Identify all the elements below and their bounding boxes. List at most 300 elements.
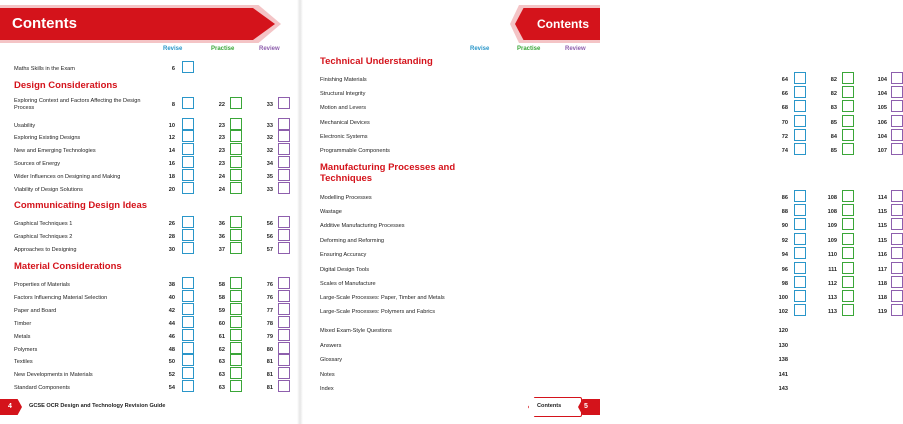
toc-entry-label: Graphical Techniques 2 <box>14 234 73 240</box>
toc-entry <box>14 280 299 294</box>
page-ref-revise: 100 <box>778 295 788 301</box>
page-ref-review: 114 <box>877 195 887 201</box>
review-checkbox[interactable] <box>278 118 290 130</box>
toc-entry <box>14 319 299 333</box>
toc-entry-label: Exploring Existing Designs <box>14 135 81 141</box>
page-ref-practise: 113 <box>827 295 837 301</box>
page-ref-revise: 48 <box>168 347 175 353</box>
page-ref-review: 34 <box>266 161 273 167</box>
page-ref-revise: 16 <box>168 161 175 167</box>
toc-entry <box>320 132 887 146</box>
toc-entry <box>320 384 788 398</box>
page-ref-review: 57 <box>266 247 273 253</box>
practise-checkbox[interactable] <box>842 262 854 274</box>
page-ref-practise: 36 <box>218 221 225 227</box>
page-ref-review: 106 <box>877 120 887 126</box>
page-ref-revise: 88 <box>781 209 788 215</box>
toc-entry <box>320 293 887 307</box>
toc-entry <box>320 326 788 340</box>
review-checkbox[interactable] <box>278 143 290 155</box>
page-ref-revise: 92 <box>781 238 788 244</box>
review-checkbox[interactable] <box>891 276 903 288</box>
page-ref-review: 33 <box>266 187 273 193</box>
practise-checkbox[interactable] <box>230 277 242 289</box>
toc-entry <box>320 221 887 235</box>
toc-entry-label: Sources of Energy <box>14 161 61 167</box>
toc-entry-label: Paper and Board <box>14 308 57 314</box>
page-ref-page: 141 <box>778 372 788 378</box>
review-checkbox[interactable] <box>891 204 903 216</box>
revise-checkbox[interactable] <box>182 61 194 73</box>
page-ref-revise: 38 <box>168 282 175 288</box>
page-ref-review: 115 <box>877 238 887 244</box>
toc-entry-label: Electronic Systems <box>320 134 368 140</box>
left-col-practise: Practise <box>211 46 235 52</box>
toc-entry-label: Factors Influencing Material Selection <box>14 295 108 301</box>
practise-checkbox[interactable] <box>230 182 242 194</box>
section-title: Communicating Design Ideas <box>14 200 148 211</box>
revise-checkbox[interactable] <box>182 290 194 302</box>
revise-checkbox[interactable] <box>182 182 194 194</box>
review-checkbox[interactable] <box>278 156 290 168</box>
practise-checkbox[interactable] <box>230 367 242 379</box>
page-ref-review: 104 <box>877 134 887 140</box>
toc-entry-label: Approaches to Designing <box>14 247 77 253</box>
revise-checkbox[interactable] <box>182 118 194 130</box>
page-ref-practise: 24 <box>218 187 225 193</box>
review-checkbox[interactable] <box>891 86 903 98</box>
page-ref-practise: 59 <box>218 308 225 314</box>
page-ref-practise: 23 <box>218 123 225 129</box>
toc-entry-label: Glossary <box>320 357 343 363</box>
review-checkbox[interactable] <box>278 342 290 354</box>
toc-entry <box>14 146 299 160</box>
page-ref-review: 76 <box>266 295 273 301</box>
review-checkbox[interactable] <box>278 242 290 254</box>
toc-entry <box>320 207 887 221</box>
page-ref-practise: 36 <box>218 234 225 240</box>
page-ref-page: 143 <box>778 386 788 392</box>
page-ref-revise: 72 <box>781 134 788 140</box>
toc-entry <box>14 332 299 346</box>
page-ref-practise: 112 <box>827 281 837 287</box>
revise-checkbox[interactable] <box>794 218 806 230</box>
practise-checkbox[interactable] <box>230 169 242 181</box>
revise-checkbox[interactable] <box>182 143 194 155</box>
practise-checkbox[interactable] <box>842 100 854 112</box>
page-ref-practise: 82 <box>830 91 837 97</box>
practise-checkbox[interactable] <box>842 233 854 245</box>
right-page-title: Contents <box>537 17 589 31</box>
revise-checkbox[interactable] <box>794 115 806 127</box>
page-ref-review: 105 <box>877 105 887 111</box>
page-ref-review: 115 <box>877 209 887 215</box>
page-ref-practise: 111 <box>828 267 837 273</box>
toc-entry <box>14 133 299 147</box>
revise-checkbox[interactable] <box>794 72 806 84</box>
practise-checkbox[interactable] <box>230 216 242 228</box>
right-col-revise: Revise <box>470 46 490 52</box>
practise-checkbox[interactable] <box>230 130 242 142</box>
page-ref-practise: 37 <box>218 247 225 253</box>
toc-entry-label: Metals <box>14 334 31 340</box>
page-ref-revise: 40 <box>168 295 175 301</box>
page-ref-revise: 102 <box>778 309 788 315</box>
page-ref-review: 81 <box>266 359 273 365</box>
toc-entry <box>14 172 299 186</box>
page-ref-review: 117 <box>877 267 887 273</box>
page-ref-revise: 94 <box>781 252 788 258</box>
page-ref-practise: 23 <box>218 161 225 167</box>
practise-checkbox[interactable] <box>842 276 854 288</box>
page-ref-revise: 96 <box>781 267 788 273</box>
revise-checkbox[interactable] <box>794 304 806 316</box>
practise-checkbox[interactable] <box>842 86 854 98</box>
page-ref-review: 81 <box>266 372 273 378</box>
page-ref-review: 56 <box>266 234 273 240</box>
practise-checkbox[interactable] <box>230 290 242 302</box>
page-ref-revise: 74 <box>781 148 788 154</box>
toc-entry-label: Mechanical Devices <box>320 120 370 126</box>
page-ref-practise: 113 <box>827 309 837 315</box>
toc-entry <box>14 293 299 307</box>
page-ref-revise: 8 <box>171 102 175 108</box>
page-ref-review: 80 <box>266 347 273 353</box>
review-checkbox[interactable] <box>278 182 290 194</box>
review-checkbox[interactable] <box>278 316 290 328</box>
page-ref-review: 32 <box>266 135 273 141</box>
toc-entry <box>320 89 887 103</box>
revise-checkbox[interactable] <box>794 129 806 141</box>
toc-entry <box>320 307 887 321</box>
revise-checkbox[interactable] <box>182 97 194 109</box>
toc-entry-label: Programmable Components <box>320 148 390 154</box>
page-ref-revise: 86 <box>781 195 788 201</box>
section-title: Design Considerations <box>14 80 118 91</box>
revise-checkbox[interactable] <box>182 216 194 228</box>
review-checkbox[interactable] <box>891 304 903 316</box>
page-ref-practise: 58 <box>218 295 225 301</box>
toc-entry-label: Answers <box>320 343 342 349</box>
review-checkbox[interactable] <box>891 143 903 155</box>
page-ref-review: 79 <box>266 334 273 340</box>
page-ref-practise: 63 <box>218 359 225 365</box>
review-checkbox[interactable] <box>278 290 290 302</box>
right-page-number: 5 <box>584 403 588 410</box>
review-checkbox[interactable] <box>278 367 290 379</box>
page-ref-practise: 85 <box>830 148 837 154</box>
section-title: Manufacturing Processes and Techniques <box>320 162 456 184</box>
practise-checkbox[interactable] <box>230 118 242 130</box>
toc-entry <box>14 159 299 173</box>
practise-checkbox[interactable] <box>230 242 242 254</box>
page-ref-revise: 52 <box>168 372 175 378</box>
left-page-title: Contents <box>12 15 77 32</box>
revise-checkbox[interactable] <box>182 329 194 341</box>
revise-checkbox[interactable] <box>794 143 806 155</box>
toc-entry <box>320 370 788 384</box>
revise-checkbox[interactable] <box>794 190 806 202</box>
practise-checkbox[interactable] <box>842 204 854 216</box>
toc-entry <box>320 341 788 355</box>
page-ref-revise: 70 <box>781 120 788 126</box>
toc-entry-label: Ensuring Accuracy <box>320 252 367 258</box>
toc-entry <box>14 383 299 397</box>
revise-checkbox[interactable] <box>794 262 806 274</box>
toc-entry-label: Large-Scale Processes: Paper, Timber and Metals <box>320 295 445 301</box>
revise-checkbox[interactable] <box>182 380 194 392</box>
right-col-review: Review <box>565 46 586 52</box>
review-checkbox[interactable] <box>278 169 290 181</box>
page-ref-revise: 46 <box>168 334 175 340</box>
page-ref-revise: 12 <box>168 135 175 141</box>
practise-checkbox[interactable] <box>230 380 242 392</box>
practise-checkbox[interactable] <box>230 229 242 241</box>
toc-entry <box>14 245 299 259</box>
review-checkbox[interactable] <box>891 247 903 259</box>
revise-checkbox[interactable] <box>182 342 194 354</box>
page-ref-practise: 22 <box>218 102 225 108</box>
review-checkbox[interactable] <box>278 329 290 341</box>
page-ref-practise: 109 <box>827 238 837 244</box>
left-col-revise: Revise <box>163 46 183 52</box>
page-ref-practise: 23 <box>218 135 225 141</box>
toc-entry-label: Notes <box>320 372 335 378</box>
revise-checkbox[interactable] <box>182 169 194 181</box>
revise-checkbox[interactable] <box>182 367 194 379</box>
practise-checkbox[interactable] <box>842 190 854 202</box>
toc-entry-label: Standard Components <box>14 385 70 391</box>
toc-entry-label: Motion and Levers <box>320 105 367 111</box>
toc-entry <box>14 370 299 384</box>
toc-entry-label: Digital Design Tools <box>320 267 370 273</box>
page-ref-review: 56 <box>266 221 273 227</box>
page-ref-practise: 82 <box>830 77 837 83</box>
review-checkbox[interactable] <box>891 262 903 274</box>
toc-entry-label: Maths Skills in the Exam <box>14 66 75 72</box>
page-ref-practise: 24 <box>218 174 225 180</box>
revise-checkbox[interactable] <box>794 86 806 98</box>
page-ref-review: 33 <box>266 123 273 129</box>
toc-entry-label: Deforming and Reforming <box>320 238 385 244</box>
review-checkbox[interactable] <box>278 354 290 366</box>
page-ref-revise: 26 <box>168 221 175 227</box>
toc-entry-label: Timber <box>14 321 32 327</box>
revise-checkbox[interactable] <box>182 130 194 142</box>
toc-entry-label: Usability <box>14 123 36 129</box>
toc-entry <box>320 236 887 250</box>
right-footer-tab <box>578 399 600 415</box>
toc-entry-label: Mixed Exam-Style Questions <box>320 328 392 334</box>
page-ref-revise: 98 <box>781 281 788 287</box>
page-ref-revise: 68 <box>781 105 788 111</box>
page-ref-review: 76 <box>266 282 273 288</box>
revise-checkbox[interactable] <box>794 276 806 288</box>
left-footer-title: GCSE OCR Design and Technology Revision Guide <box>29 403 166 409</box>
page-ref-practise: 108 <box>827 195 837 201</box>
review-checkbox[interactable] <box>891 190 903 202</box>
page-ref-revise: 42 <box>168 308 175 314</box>
practise-checkbox[interactable] <box>842 304 854 316</box>
right-col-practise: Practise <box>517 46 541 52</box>
toc-entry-label: Exploring Context and Factors Affecting the Design Process <box>14 98 141 111</box>
toc-entry-label: Viability of Design Solutions <box>14 187 83 193</box>
practise-checkbox[interactable] <box>230 342 242 354</box>
page-ref-practise: 83 <box>830 105 837 111</box>
review-checkbox[interactable] <box>278 277 290 289</box>
toc-entry <box>14 232 299 246</box>
revise-checkbox[interactable] <box>794 233 806 245</box>
toc-entry-label: Textiles <box>14 359 33 365</box>
toc-entry <box>320 193 887 207</box>
review-checkbox[interactable] <box>278 380 290 392</box>
page-ref-revise: 54 <box>168 385 175 391</box>
revise-checkbox[interactable] <box>182 303 194 315</box>
page-ref-revise: 10 <box>168 123 175 129</box>
revise-checkbox[interactable] <box>794 100 806 112</box>
toc-entry-label: Modelling Processes <box>320 195 372 201</box>
toc-entry-label: Large-Scale Processes: Polymers and Fabrics <box>320 309 436 315</box>
page-ref-revise: 14 <box>168 148 175 154</box>
practise-checkbox[interactable] <box>230 316 242 328</box>
review-checkbox[interactable] <box>891 218 903 230</box>
toc-entry <box>14 100 299 114</box>
review-checkbox[interactable] <box>891 100 903 112</box>
practise-checkbox[interactable] <box>842 129 854 141</box>
review-checkbox[interactable] <box>891 115 903 127</box>
page-ref-page: 138 <box>778 357 788 363</box>
page-ref-review: 32 <box>266 148 273 154</box>
review-checkbox[interactable] <box>278 229 290 241</box>
practise-checkbox[interactable] <box>842 72 854 84</box>
toc-entry <box>320 250 887 264</box>
revise-checkbox[interactable] <box>182 316 194 328</box>
toc-entry-label: Properties of Materials <box>14 282 70 288</box>
section-title: Material Considerations <box>14 261 122 272</box>
toc-entry <box>320 103 887 117</box>
page-ref-review: 78 <box>266 321 273 327</box>
revise-checkbox[interactable] <box>794 247 806 259</box>
page-ref-practise: 58 <box>218 282 225 288</box>
page-ref-revise: 90 <box>781 223 788 229</box>
page-ref-review: 118 <box>877 281 887 287</box>
left-page-number: 4 <box>8 403 12 410</box>
toc-entry <box>14 219 299 233</box>
page-ref-practise: 85 <box>830 120 837 126</box>
toc-entry-label: Additive Manufacturing Processes <box>320 223 405 229</box>
revise-checkbox[interactable] <box>794 290 806 302</box>
review-checkbox[interactable] <box>891 72 903 84</box>
practise-checkbox[interactable] <box>230 156 242 168</box>
page-ref-review: 119 <box>877 309 887 315</box>
practise-checkbox[interactable] <box>230 354 242 366</box>
page-ref-revise: 18 <box>168 174 175 180</box>
page-ref-revise: 50 <box>168 359 175 365</box>
page-ref-revise: 66 <box>781 91 788 97</box>
page-ref-practise: 62 <box>218 347 225 353</box>
page-ref-practise: 110 <box>827 252 837 258</box>
page-ref-review: 33 <box>266 102 273 108</box>
page-ref-review: 81 <box>266 385 273 391</box>
page-ref-practise: 60 <box>218 321 225 327</box>
toc-entry <box>320 146 887 160</box>
toc-entry <box>14 306 299 320</box>
practise-checkbox[interactable] <box>230 143 242 155</box>
toc-entry-label: Finishing Materials <box>320 77 367 83</box>
practise-checkbox[interactable] <box>842 218 854 230</box>
toc-entry <box>14 357 299 371</box>
revise-checkbox[interactable] <box>182 156 194 168</box>
revise-checkbox[interactable] <box>182 242 194 254</box>
toc-entry <box>14 185 299 199</box>
page-ref-page: 130 <box>778 343 788 349</box>
toc-entry <box>320 279 887 293</box>
page-ref-revise: 6 <box>171 66 175 72</box>
toc-entry-label: New Developments in Materials <box>14 372 93 378</box>
page-ref-revise: 28 <box>168 234 175 240</box>
toc-entry-label: Graphical Techniques 1 <box>14 221 73 227</box>
toc-entry-label: Wider Influences on Designing and Making <box>14 174 121 180</box>
practise-checkbox[interactable] <box>230 303 242 315</box>
page-ref-page: 120 <box>778 328 788 334</box>
review-checkbox[interactable] <box>891 233 903 245</box>
toc-entry <box>14 64 299 78</box>
toc-entry-label: Structural Integrity <box>320 91 366 97</box>
page-ref-practise: 61 <box>218 334 225 340</box>
practise-checkbox[interactable] <box>842 115 854 127</box>
review-checkbox[interactable] <box>278 130 290 142</box>
page-ref-revise: 64 <box>781 77 788 83</box>
review-checkbox[interactable] <box>891 129 903 141</box>
review-checkbox[interactable] <box>278 303 290 315</box>
page-ref-practise: 109 <box>827 223 837 229</box>
page-ref-review: 35 <box>266 174 273 180</box>
toc-entry-label: Scales of Manufacture <box>320 281 376 287</box>
page-ref-review: 118 <box>877 295 887 301</box>
page-ref-revise: 44 <box>168 321 175 327</box>
section-title: Technical Understanding <box>320 56 433 67</box>
page-ref-review: 116 <box>877 252 887 258</box>
page-ref-review: 107 <box>877 148 887 154</box>
page-ref-practise: 23 <box>218 148 225 154</box>
toc-entry <box>320 118 887 132</box>
page-ref-revise: 30 <box>168 247 175 253</box>
practise-checkbox[interactable] <box>842 247 854 259</box>
practise-checkbox[interactable] <box>842 290 854 302</box>
page-ref-practise: 84 <box>830 134 837 140</box>
review-checkbox[interactable] <box>891 290 903 302</box>
page-ref-practise: 63 <box>218 372 225 378</box>
toc-entry <box>320 355 788 369</box>
toc-entry-label: Index <box>320 386 334 392</box>
practise-checkbox[interactable] <box>230 97 242 109</box>
revise-checkbox[interactable] <box>182 229 194 241</box>
revise-checkbox[interactable] <box>182 354 194 366</box>
practise-checkbox[interactable] <box>842 143 854 155</box>
practise-checkbox[interactable] <box>230 329 242 341</box>
page-ref-review: 104 <box>877 91 887 97</box>
toc-entry-label: New and Emerging Technologies <box>14 148 96 154</box>
page-ref-review: 104 <box>877 77 887 83</box>
right-footer-title: Contents <box>537 403 562 409</box>
review-checkbox[interactable] <box>278 216 290 228</box>
page-ref-review: 115 <box>877 223 887 229</box>
toc-entry <box>320 75 887 89</box>
revise-checkbox[interactable] <box>794 204 806 216</box>
review-checkbox[interactable] <box>278 97 290 109</box>
toc-entry-label: Polymers <box>14 347 38 353</box>
revise-checkbox[interactable] <box>182 277 194 289</box>
